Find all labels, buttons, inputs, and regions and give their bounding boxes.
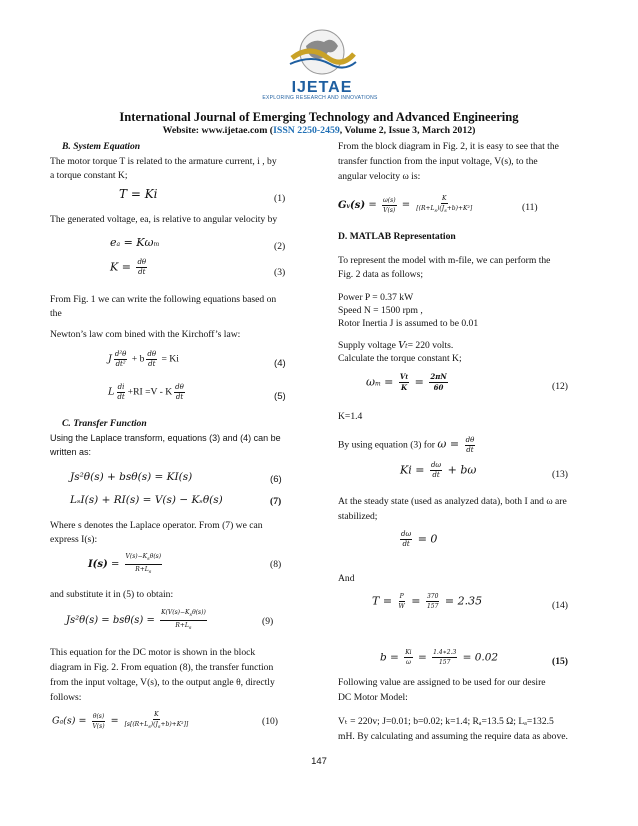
equation-steady-state: $\frac{d\omega}{dt}$ = 0 xyxy=(401,530,438,548)
section-c-heading: C. Transfer Function xyxy=(62,418,147,429)
journal-logo xyxy=(282,18,362,102)
data-line: Calculate the torque constant K; xyxy=(338,353,462,364)
equation-9: Js²θ(s) = bsθ(s) = $\frac{K(V(s)-K_s\theta(s))}{R+L_s}$ xyxy=(66,609,206,632)
paragraph-line: Vₜ = 220v; J=0.01; b=0.02; k=1.4; Rₐ=13.5 Ω; Lₐ=132.5 xyxy=(338,716,554,727)
page-number: 147 xyxy=(311,756,327,767)
equation-number: (4) xyxy=(274,358,286,369)
paragraph-line: follows: xyxy=(50,692,82,703)
paragraph-line: Following value are assigned to be used for our desire xyxy=(338,677,546,688)
equation-15: b = $\frac{Ki}{\omega}$ = $\frac{1.4∗2.3}{157}$ = 0.02 xyxy=(380,649,499,666)
equation-2: ea = Kωm xyxy=(110,236,160,249)
section-b-heading: B. System Equation xyxy=(62,141,141,152)
equation-number: (6) xyxy=(270,474,282,485)
paragraph-line: By using equation (3) for ω = $\frac{d\theta}{dt}$ xyxy=(338,436,475,454)
data-line: Supply voltage Vt= 220 volts. xyxy=(338,340,454,351)
data-line: K=1.4 xyxy=(338,411,363,422)
equation-number: (13) xyxy=(552,469,568,480)
paragraph-line: And xyxy=(338,573,355,584)
paragraph-line: From Fig. 1 we can write the following equations based on xyxy=(50,294,277,305)
equation-number: (5) xyxy=(274,391,286,402)
equation-number: (15) xyxy=(552,656,568,667)
paragraph-line: Fig. 2 data as follows; xyxy=(338,269,424,280)
paragraph-line: transfer function from the input voltage, V(s), to the xyxy=(338,156,538,167)
paragraph-line: written as: xyxy=(50,447,92,457)
equation-number: (1) xyxy=(274,193,286,204)
equation-6: Js²θ(s) + bsθ(s) = KI(s) xyxy=(70,471,193,483)
journal-website-line: Website: www.ijetae.com (ISSN 2250-2459, Volume 2, Issue 3, March 2012) xyxy=(162,125,476,136)
equation-3: K = $\frac{d\theta}{dt}$ xyxy=(110,258,147,276)
equation-number: (14) xyxy=(552,600,568,611)
equation-number: (12) xyxy=(552,381,568,392)
paragraph-line: DC Motor Model: xyxy=(338,692,408,703)
svg-text:IJETAE: IJETAE xyxy=(291,79,353,96)
paragraph-line: angular velocity ω is: xyxy=(338,171,421,182)
equation-14: T = $\frac{P}{W}$ = $\frac{370}{157}$ = 2.35 xyxy=(372,593,483,610)
equation-number: (2) xyxy=(274,241,286,252)
paragraph-line: The generated voltage, ea, is relative to angular velocity by xyxy=(50,214,278,225)
paragraph-line: a torque constant K; xyxy=(50,170,128,181)
paragraph-line: From the block diagram in Fig. 2, it is easy to see that the xyxy=(338,141,559,152)
equation-number: (3) xyxy=(274,267,286,278)
journal-title: International Journal of Emerging Technology and Advanced Engineering xyxy=(119,110,519,124)
paragraph-line: from the input voltage, V(s), to the output angle θ, directly xyxy=(50,677,275,688)
equation-12: ωm = $\frac{Vt}{K}$ = $\frac{2\pi N}{60}$ xyxy=(366,372,447,392)
equation-13: Ki = $\frac{d\omega}{dt}$ + bω xyxy=(400,461,477,479)
paragraph-line: This equation for the DC motor is shown in the block xyxy=(50,647,256,658)
paragraph-line: Using the Laplace transform, equations (3) and (4) can be xyxy=(50,433,281,443)
paragraph-line: the xyxy=(50,308,62,319)
paragraph-line: express I(s): xyxy=(50,534,98,545)
data-line: Speed N = 1500 rpm , xyxy=(338,305,423,316)
data-line: Power P = 0.37 kW xyxy=(338,292,414,303)
equation-11: Gv(s) = $\frac{\omega(s)}{V(s)}$ = $\frac{K}{[(R+L_s)(J_s+b)+K^2]}$ xyxy=(338,195,473,215)
equation-5: L $\frac{di}{dt}$ +RI =V - K $\frac{d\theta}{dt}$ xyxy=(108,383,184,401)
equation-number: (10) xyxy=(262,716,278,727)
paragraph-line: diagram in Fig. 2. From equation (8), the transfer function xyxy=(50,662,274,673)
paragraph-line: The motor torque T is related to the armature current, i , by xyxy=(50,156,277,167)
equation-1: T = Ki xyxy=(119,187,158,201)
issn-number: ISSN 2250-2459 xyxy=(273,125,340,136)
paragraph-line: Where s denotes the Laplace operator. From (7) we can xyxy=(50,520,263,531)
paragraph-line: and substitute it in (5) to obtain: xyxy=(50,589,174,600)
section-d-heading: D. MATLAB Representation xyxy=(338,231,456,242)
equation-number: (11) xyxy=(522,202,538,213)
equation-4: J $\frac{\text{d²θ}}{\text{dt²}}$ + b $\frac{d\theta}{dt}$ = Ki xyxy=(108,350,179,368)
paragraph-line: At the steady state (used as analyzed data), both I and ω are xyxy=(338,496,567,507)
equation-10: Ga(s) = $\frac{\theta(s)}{V(s)}$ = $\frac{K}{[s[(R+L_s)(J_s+b)+K^2]]}$ xyxy=(52,711,189,731)
equation-7: LₛI(s) + RI(s) = V(s) − Kₛθ(s) xyxy=(70,494,223,506)
paragraph-line: To represent the model with m-file, we can perform the xyxy=(338,255,551,266)
equation-8: I(s) = $\frac{V(s)-K_s\theta(s)}{R+L_s}$ xyxy=(88,553,162,576)
paragraph-line: Newton’s law com bined with the Kirchoff’s law: xyxy=(50,329,241,340)
equation-number: (8) xyxy=(270,559,282,570)
equation-number: (9) xyxy=(262,616,274,627)
data-line: Rotor Inertia J is assumed to be 0.01 xyxy=(338,318,479,329)
equation-number: (7) xyxy=(270,496,282,507)
logo-tagline: EXPLORING RESEARCH AND INNOVATIONS xyxy=(262,95,378,101)
paragraph-line: mH. By calculating and assuming the require data as above. xyxy=(338,731,568,742)
paragraph-line: stabilized; xyxy=(338,511,378,522)
